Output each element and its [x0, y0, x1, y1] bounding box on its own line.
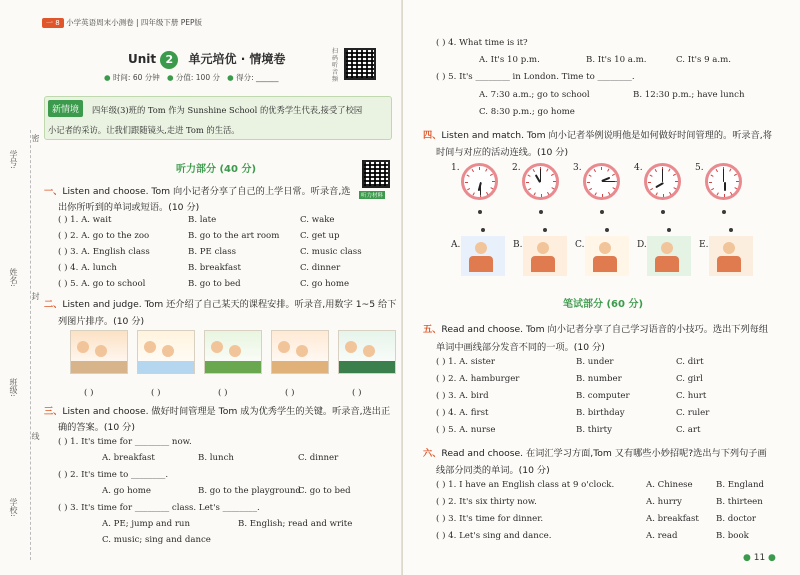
clock-tick	[612, 187, 615, 189]
q5-option-c: C. girl	[676, 374, 703, 384]
q3-item-1-a: A. breakfast	[102, 453, 155, 463]
activity-label: E.	[699, 240, 709, 250]
q3-item-3-c: C. music; sing and dance	[102, 535, 211, 545]
q5-number: 五、	[423, 324, 442, 335]
q6-heading-line2: 线部分同类的单词。(10 分)	[436, 465, 550, 476]
writing-section-title: 笔试部分 (60 分)	[563, 299, 644, 310]
child-figure	[278, 341, 290, 353]
q4-number: 四、	[423, 130, 442, 141]
clock-tick	[710, 174, 713, 176]
clock-tick	[528, 188, 531, 190]
clock-tick	[734, 187, 737, 189]
child-figure	[296, 345, 308, 357]
unit-subtitle: 单元培优 · 情境卷	[188, 52, 286, 66]
clock-tick	[485, 168, 487, 171]
clock-tick	[611, 173, 614, 175]
q5-heading-line2: 单词中画线部分发音不同的一项。(10 分)	[436, 342, 605, 353]
q6-heading-line1: Read and choose. 在词汇学习方面,Tom 又有哪些小妙招呢?选出与下列句子画	[441, 448, 767, 459]
match-dot-bottom	[729, 228, 733, 232]
hour-hand	[655, 182, 664, 188]
q6-option-b: B. England	[716, 480, 764, 490]
q1-option-a: ( ) 2. A. go to the zoo	[58, 231, 150, 241]
clock-tick	[675, 181, 678, 182]
clock-tick	[526, 182, 529, 183]
clock-tick	[490, 187, 493, 189]
activity-picture	[647, 236, 691, 276]
q1-option-a: ( ) 5. A. go to school	[58, 279, 146, 289]
clock-tick	[553, 181, 556, 182]
q1-option-c: C. music class	[300, 247, 362, 257]
clock-tick	[608, 191, 610, 194]
q4-heading	[423, 127, 772, 141]
minute-hand	[602, 181, 615, 182]
q5-option-b: B. computer	[576, 391, 630, 401]
q5-option-a: ( ) 2. A. hamburger	[436, 374, 520, 384]
binding-line	[30, 130, 31, 560]
side-name: 姓名:	[9, 268, 18, 287]
q5-option-b: B. under	[576, 357, 614, 367]
q3-item-2-a: A. go home	[102, 486, 152, 496]
q1-option-a: ( ) 1. A. wait	[58, 215, 112, 225]
person-body	[717, 256, 741, 272]
page-header: 一 8 小学英语周末小测卷 | 四年级下册 PEP版	[42, 17, 202, 28]
q5-option-a: ( ) 3. A. bird	[436, 391, 489, 401]
q6-heading	[423, 445, 767, 459]
match-dot-bottom	[481, 228, 485, 232]
q1-number: 一、	[44, 186, 63, 197]
minute-hand	[723, 169, 724, 182]
unit-number-badge: 2	[160, 51, 178, 69]
clock-tick	[486, 191, 488, 194]
q6-number: 六、	[423, 448, 442, 459]
person-figure	[475, 242, 487, 254]
clock-tick	[649, 174, 652, 176]
q3-item-1-b: B. lunch	[198, 453, 234, 463]
clock-tick	[711, 188, 714, 190]
clock-tick	[479, 167, 480, 170]
person-body	[593, 256, 617, 272]
match-dot-bottom	[543, 228, 547, 232]
qr-code-listening[interactable]	[362, 160, 390, 188]
clock-tick	[587, 182, 590, 183]
q1-heading-line2: 出你所听到的单词或短语。(10 分)	[58, 202, 200, 213]
q2-picture	[204, 330, 262, 374]
q5-option-a: ( ) 4. A. first	[436, 408, 489, 418]
q5-option-c: C. ruler	[676, 408, 710, 418]
clock-tick	[669, 191, 671, 194]
analog-clock	[705, 163, 742, 200]
clock-tick	[648, 182, 651, 183]
child-figure	[229, 345, 241, 357]
clock-tick	[663, 194, 664, 197]
clock-tick	[588, 174, 591, 176]
activity-picture	[709, 236, 753, 276]
q3-item-2-b: B. go to the playground	[198, 486, 301, 496]
clock-tick	[467, 188, 470, 190]
q6-option-a: A. breakfast	[646, 514, 699, 524]
q2-order-blank: ( )	[84, 388, 94, 398]
clock-tick	[729, 168, 731, 171]
q3-item-4: ( ) 4. What time is it?	[436, 38, 528, 48]
side-cut-mark-3: 线	[31, 432, 40, 440]
q4-heading-line1: Listen and match. Tom 向小记者举例说明他是如何做好时间管理的。听录音,将	[441, 130, 772, 141]
analog-clock	[583, 163, 620, 200]
q5-heading	[423, 321, 768, 335]
q5-heading-line1: Read and choose. Tom 向小记者分享了自己学习语音的小技巧。选出下列每组	[441, 324, 769, 335]
child-figure	[95, 345, 107, 357]
q2-heading	[44, 296, 396, 310]
clock-label: 3.	[573, 163, 582, 173]
clock-tick	[672, 173, 675, 175]
clock-tick	[655, 192, 657, 195]
minute-hand	[540, 169, 541, 182]
analog-clock	[461, 163, 498, 200]
clock-tick	[607, 168, 609, 171]
q3-item-4-a: A. It's 10 p.m.	[479, 55, 540, 65]
clock-tick	[489, 173, 492, 175]
activity-picture	[523, 236, 567, 276]
child-figure	[162, 345, 174, 357]
minute-hand	[480, 182, 481, 195]
score-obtained: 得分: ______	[236, 73, 279, 82]
header-grade: 四年级下册	[140, 18, 179, 27]
q5-option-a: ( ) 5. A. nurse	[436, 425, 496, 435]
q3-item-3: ( ) 3. It's time for ________ class. Let's ________.	[58, 503, 260, 513]
q5-option-a: ( ) 1. A. sister	[436, 357, 495, 367]
q1-option-a: ( ) 3. A. English class	[58, 247, 150, 257]
child-figure	[144, 341, 156, 353]
q6-sentence: ( ) 1. I have an English class at 9 o'clock.	[436, 480, 615, 490]
q3-item-5-c: C. 8:30 p.m.; go home	[479, 107, 575, 117]
clock-label: 4.	[634, 163, 643, 173]
side-school: 学校:	[9, 498, 18, 517]
q5-option-c: C. hurt	[676, 391, 707, 401]
q6-option-a: A. Chinese	[646, 480, 693, 490]
clock-tick	[733, 173, 736, 175]
clock-tick	[673, 187, 676, 189]
q3-item-4-c: C. It's 9 a.m.	[676, 55, 732, 65]
q6-option-b: B. thirteen	[716, 497, 763, 507]
match-dot-bottom	[605, 228, 609, 232]
clock-tick	[472, 192, 474, 195]
q2-order-blank: ( )	[285, 388, 295, 398]
clock-tick	[736, 181, 739, 182]
q3-item-2-c: C. go to bed	[298, 486, 351, 496]
unit-title	[128, 50, 285, 69]
q3-item-1-c: C. dinner	[298, 453, 339, 463]
page-number: ● 11 ●	[743, 553, 776, 563]
q2-picture	[338, 330, 396, 374]
exam-meta: ● 时间: 60 分钟 ● 分值: 100 分 ● 得分: ______	[104, 73, 279, 82]
q4-heading-line2: 时间与对应的活动连线。(10 分)	[436, 147, 569, 158]
scenario-line-2: 小记者的采访。让我们跟随镜头,走进 Tom 的生活。	[48, 125, 240, 135]
q2-number: 二、	[44, 299, 63, 310]
q5-option-c: C. art	[676, 425, 701, 435]
q2-picture	[137, 330, 195, 374]
clock-tick	[650, 188, 653, 190]
clock-tick	[668, 168, 670, 171]
activity-picture	[585, 236, 629, 276]
q1-option-c: C. wake	[300, 215, 335, 225]
match-dot-top	[539, 210, 543, 214]
match-dot-top	[478, 210, 482, 214]
q3-item-5-a: A. 7:30 a.m.; go to school	[479, 90, 590, 100]
activity-label: B.	[513, 240, 523, 250]
scene-floor	[71, 361, 128, 374]
clock-tick	[532, 169, 534, 172]
clock-tick	[730, 191, 732, 194]
unit-label: Unit	[128, 52, 157, 66]
activity-label: A.	[451, 240, 461, 250]
q5-option-c: C. dirt	[676, 357, 704, 367]
q6-sentence: ( ) 3. It's time for dinner.	[436, 514, 544, 524]
header-edition: PEP版	[180, 18, 203, 27]
q6-sentence: ( ) 2. It's six thirty now.	[436, 497, 537, 507]
clock-tick	[466, 174, 469, 176]
match-dot-top	[722, 210, 726, 214]
q3-item-4-b: B. It's 10 a.m.	[586, 55, 647, 65]
person-figure	[599, 242, 611, 254]
q2-order-blank: ( )	[151, 388, 161, 398]
scene-floor	[138, 361, 195, 374]
clock-tick	[716, 192, 718, 195]
person-figure	[723, 242, 735, 254]
header-badge: 一 8	[42, 18, 64, 28]
q3-number: 三、	[44, 406, 63, 417]
clock-tick	[654, 169, 656, 172]
q2-picture	[70, 330, 128, 374]
q6-sentence: ( ) 4. Let's sing and dance.	[436, 531, 552, 541]
scenario-tag: 新情境	[48, 100, 83, 117]
header-series: 小学英语周末小测卷	[66, 18, 134, 27]
person-figure	[661, 242, 673, 254]
q2-order-blank: ( )	[352, 388, 362, 398]
match-dot-top	[661, 210, 665, 214]
side-class: 班级:	[9, 378, 18, 397]
q2-heading-line1: Listen and judge. Tom 还介绍了自己某天的课程安排。听录音,用数字 1~5 给下	[62, 299, 397, 310]
clock-tick	[593, 169, 595, 172]
clock-tick	[550, 173, 553, 175]
q5-option-b: B. number	[576, 374, 622, 384]
person-body	[469, 256, 493, 272]
q5-option-b: B. thirty	[576, 425, 612, 435]
q1-option-b: B. PE class	[188, 247, 237, 257]
minute-hand	[662, 169, 663, 182]
scene-floor	[339, 361, 396, 374]
clock-tick	[715, 169, 717, 172]
q1-option-a: ( ) 4. A. lunch	[58, 263, 117, 273]
q1-option-b: B. go to bed	[188, 279, 241, 289]
right-page	[403, 0, 800, 575]
match-dot-top	[600, 210, 604, 214]
person-figure	[537, 242, 549, 254]
clock-tick	[547, 191, 549, 194]
q1-option-c: C. go home	[300, 279, 350, 289]
q3-item-5: ( ) 5. It's ________ in London. Time to ________.	[436, 72, 635, 82]
clock-label: 5.	[695, 163, 704, 173]
analog-clock	[644, 163, 681, 200]
clock-tick	[594, 192, 596, 195]
qr-code-audio[interactable]	[344, 48, 376, 80]
q3-heading-line1: Listen and choose. 做好时间管理是 Tom 成为优秀学生的关键。听录音,选出正	[62, 406, 391, 417]
clock-tick	[551, 187, 554, 189]
q1-option-c: C. dinner	[300, 263, 341, 273]
scene-floor	[205, 361, 262, 374]
q2-order-blank: ( )	[218, 388, 228, 398]
q3-item-3-a: A. PE; jump and run	[102, 519, 191, 529]
clock-label: 2.	[512, 163, 521, 173]
child-figure	[77, 341, 89, 353]
q2-heading-line2: 列图片排序。(10 分)	[58, 316, 145, 327]
clock-tick	[465, 182, 468, 183]
activity-label: C.	[575, 240, 585, 250]
side-student-id: 学号:	[9, 150, 18, 169]
q3-item-1: ( ) 1. It's time for ________ now.	[58, 437, 192, 447]
activity-label: D.	[637, 240, 647, 250]
person-body	[655, 256, 679, 272]
person-body	[531, 256, 555, 272]
side-cut-mark-1: 密	[31, 134, 40, 142]
q1-heading-line1: Listen and choose. Tom 向小记者分享了自己的上学日常。听录音,选	[62, 186, 351, 197]
q1-option-c: C. get up	[300, 231, 340, 241]
clock-label: 1.	[451, 163, 460, 173]
q2-picture	[271, 330, 329, 374]
child-figure	[211, 341, 223, 353]
clock-tick	[724, 194, 725, 197]
match-dot-bottom	[667, 228, 671, 232]
scene-floor	[272, 361, 329, 374]
activity-picture	[461, 236, 505, 276]
hour-hand	[724, 182, 726, 191]
q6-option-a: A. read	[646, 531, 678, 541]
clock-tick	[527, 174, 530, 176]
qr-note: 扫码听音频	[332, 48, 339, 83]
q6-option-b: B. doctor	[716, 514, 757, 524]
q6-option-b: B. book	[716, 531, 749, 541]
q3-item-3-b: B. English; read and write	[238, 519, 353, 529]
clock-tick	[492, 181, 495, 182]
q6-option-a: A. hurry	[646, 497, 682, 507]
clock-tick	[601, 167, 602, 170]
clock-tick	[546, 168, 548, 171]
clock-tick	[602, 194, 603, 197]
clock-tick	[471, 169, 473, 172]
side-cut-mark-2: 封	[31, 292, 40, 300]
total-score: 分值: 100 分	[175, 73, 220, 82]
page-number-value: 11	[753, 553, 766, 563]
q1-option-b: B. late	[188, 215, 217, 225]
analog-clock	[522, 163, 559, 200]
clock-tick	[541, 194, 542, 197]
q5-option-b: B. birthday	[576, 408, 625, 418]
listening-qr-label: 听力材料	[361, 193, 384, 199]
scenario-line-1: 四年级(3)班的 Tom 作为 Sunshine School 的优秀学生代表,接受了校园	[92, 105, 363, 115]
q3-item-5-b: B. 12:30 p.m.; have lunch	[633, 90, 745, 100]
q1-option-b: B. breakfast	[188, 263, 241, 273]
q3-heading	[44, 403, 390, 417]
clock-tick	[709, 182, 712, 183]
clock-tick	[589, 188, 592, 190]
time-limit: 时间: 60 分钟	[112, 73, 160, 82]
listening-section-title: 听力部分 (40 分)	[176, 164, 257, 175]
q3-heading-line2: 确的答案。(10 分)	[58, 422, 135, 433]
q1-heading	[44, 183, 350, 197]
clock-tick	[533, 192, 535, 195]
q3-item-2: ( ) 2. It's time to ________.	[58, 470, 169, 480]
child-figure	[363, 345, 375, 357]
child-figure	[345, 341, 357, 353]
q1-option-b: B. go to the art room	[188, 231, 280, 241]
